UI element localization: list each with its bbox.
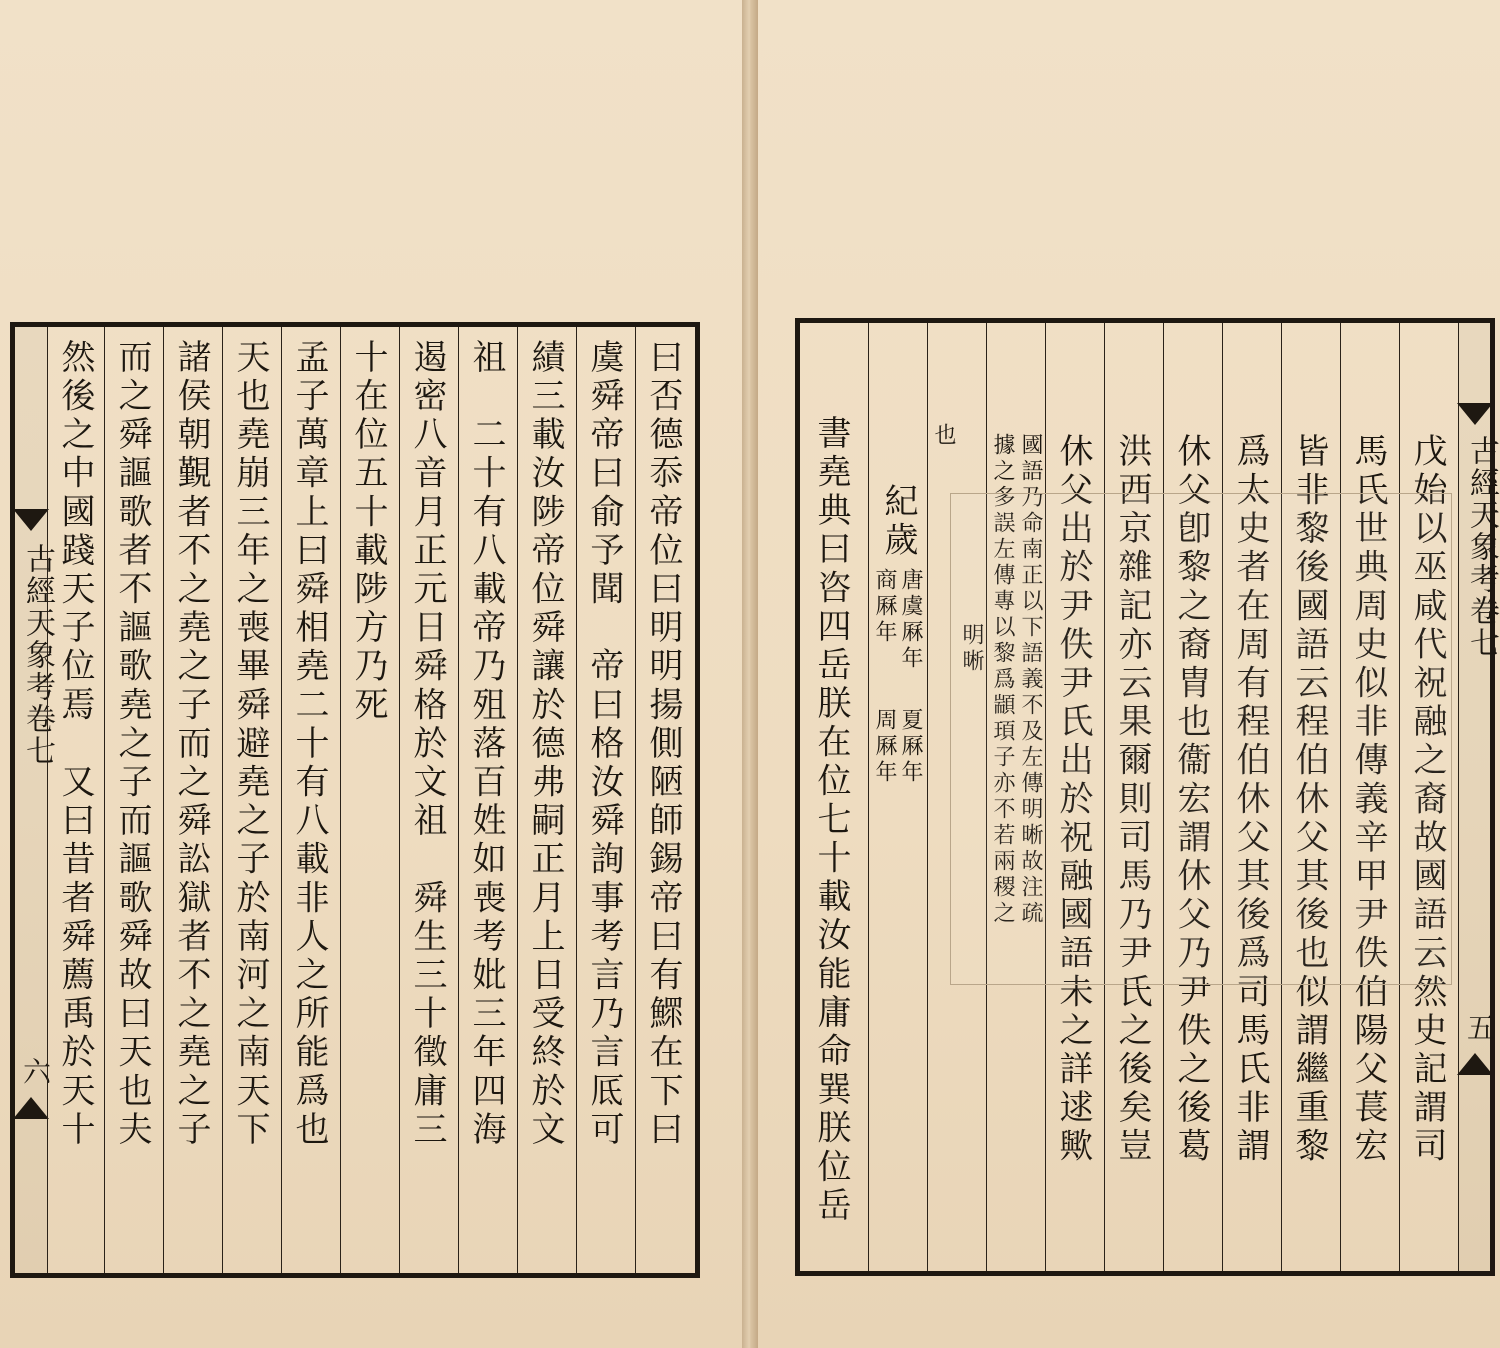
column-text: 休父出於尹佚尹氏出於祝融國語未之詳逑歟 [1053,433,1093,1167]
column-text: 洪西京雜記亦云果爾則司馬乃尹氏之後矣豈 [1112,433,1152,1167]
column-text: 十在位五十載陟方乃死 [348,339,388,725]
column-text: 曰否德忝帝位曰明明揚側陋師錫帝曰有鰥在下曰 [643,339,683,1150]
right-spine-page-number: 五 [1463,1013,1496,1043]
left-spine-page-number: 六 [19,1057,52,1087]
annotation-text: 據之多誤左傳專以黎爲顓頊子亦不若兩稷之 [990,433,1015,927]
annotation-text: 明晰 [959,623,984,675]
text-column [517,327,576,1273]
right-text-frame [795,318,1499,1276]
column-text: 而之舜謳歌者不謳歌堯之子而謳歌舜故曰天也夫 [112,339,152,1150]
left-spine [15,327,55,1273]
column-text: 然後之中國踐天子位焉 又曰昔者舜薦禹於天十 [55,339,95,1150]
calendar-note: 商厤年 [872,568,897,646]
annotation-text: 國語乃命南正以下語義不及左傳明晰故注疏 [1018,433,1043,927]
column-text: 皆非黎後國語云程伯休父其後也似謂繼重黎 [1289,433,1329,1167]
calendar-note: 周厤年 [872,708,897,786]
left-spine-title: 古經天象考卷七 [20,543,55,767]
column-text: 諸侯朝覲者不之堯之子而之舜訟獄者不之堯之子 [171,339,211,1150]
book-gutter [742,0,758,1348]
text-column [47,327,104,1273]
calendar-top: 紀歲 [878,483,918,561]
column-text: 天也堯崩三年之喪畢舜避堯之子於南河之南天下 [230,339,270,1150]
column-text: 孟子萬章上曰舜相堯二十有八載非人之所能爲也 [289,339,329,1150]
column-text: 休父卽黎之裔胄也衞宏謂休父乃尹佚之後葛 [1171,433,1211,1167]
text-column [635,327,695,1273]
calendar-note: 唐虞厤年 [898,568,923,672]
column-text: 書堯典曰咨四岳朕在位七十載汝能庸命巽朕位岳 [811,415,851,1226]
text-column [163,327,222,1273]
annotation-text: 也 [931,423,956,449]
text-column [104,327,163,1273]
calendar-note: 夏厤年 [898,708,923,786]
fish-tail-ornament-bottom [13,1097,49,1119]
text-column [399,327,458,1273]
right-spine [1458,323,1499,1271]
calendar-note-column [868,323,927,1271]
column-text: 戊始以巫咸代祝融之裔故國語云然史記謂司 [1407,433,1447,1167]
column-text: 爲太史者在周有程伯休父其後爲司馬氏非謂 [1230,433,1270,1167]
fish-tail-ornament [13,509,49,531]
text-column [576,327,635,1273]
text-column [458,327,517,1273]
column-text: 祖 二十有八載帝乃殂落百姓如喪考妣三年四海 [466,339,506,1150]
column-text: 遏密八音月正元日舜格於文祖 舜生三十徵庸三 [407,339,447,1150]
right-spine-title: 古經天象考卷七 [1464,435,1499,659]
bleed-through-frame [950,493,1452,985]
text-column [222,327,281,1273]
column-text: 虞舜帝曰俞予聞 帝曰格汝舜詢事考言乃言厎可 [584,339,624,1150]
text-column [800,323,868,1271]
text-column [340,327,399,1273]
column-text: 績三載汝陟帝位舜讓於德弗嗣正月上日受終於文 [525,339,565,1150]
text-column [281,327,340,1273]
column-text: 馬氏世典周史似非傳義辛甲尹佚伯陽父萇宏 [1348,433,1388,1167]
fish-tail-ornament-bottom [1457,1053,1493,1075]
fish-tail-ornament [1457,403,1493,425]
left-text-frame [10,322,700,1278]
